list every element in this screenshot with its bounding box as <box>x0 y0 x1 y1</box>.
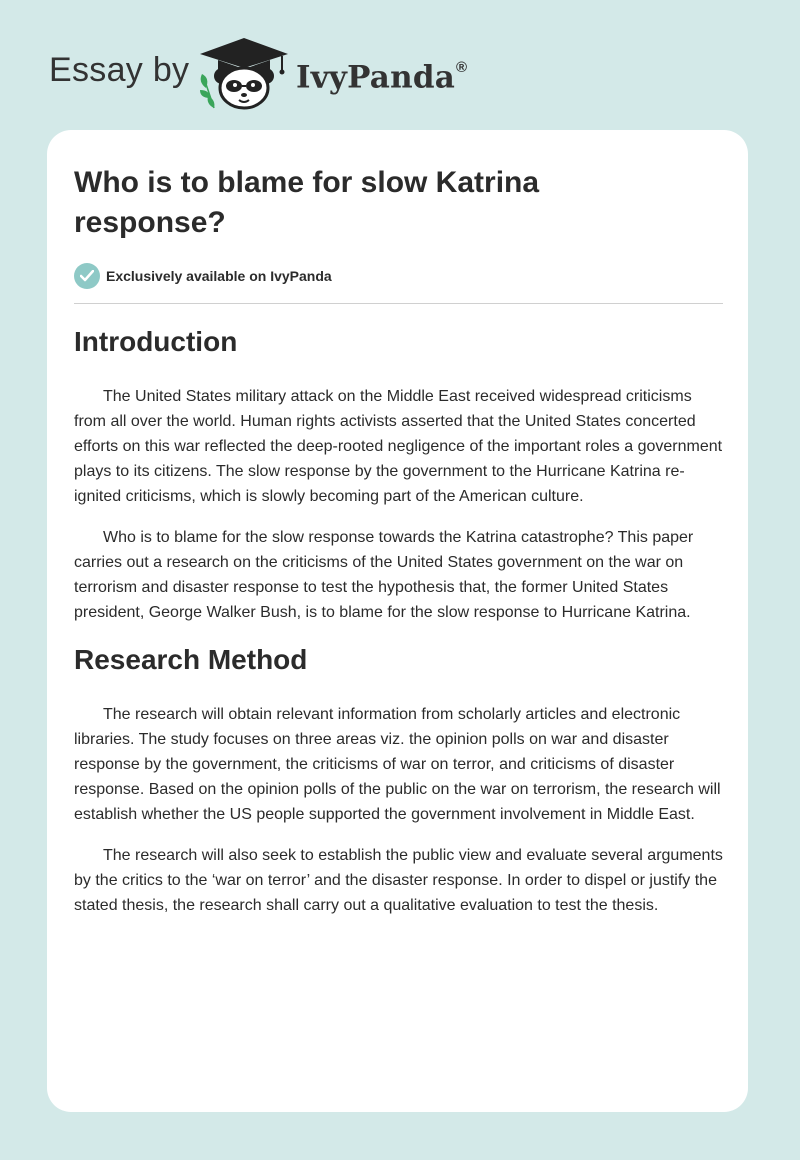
exclusive-label: Exclusively available on IvyPanda <box>106 268 332 284</box>
site-header <box>0 0 800 130</box>
check-circle-icon <box>74 263 100 289</box>
paragraph: The United States military attack on the Middle East received widespread criticisms from all over the world. Human rights activists asserted that the United States concerted efforts on this war reflected the deep-rooted negligence of the important roles a government plays to its citizens. The slow response by the government to the Hurricane Katrina re-ignited criticisms, which is slowly becoming part of the American culture. <box>74 388 723 505</box>
article-body <box>74 323 724 934</box>
essay-card <box>47 130 748 1112</box>
exclusive-badge <box>74 263 332 289</box>
paragraph: The research will also seek to establish the public view and evaluate several arguments by the critics to the ‘war on terror’ and the disaster response. In order to dispel or justify the stated thesis, the research shall carry out a qualitative evaluation to test the thesis. <box>74 847 723 914</box>
paragraph: The research will obtain relevant information from scholarly articles and electronic libraries. The study focuses on three areas viz. the opinion polls on war and disaster response by the government, the criticisms of war on terror, and criticisms of disaster response. Based on the opinion polls of the public on the war on terrorism, the research will establish whether the US people supported the government involvement in Middle East. <box>74 706 721 823</box>
divider <box>74 303 723 304</box>
panda-graduation-cap-icon[interactable] <box>196 36 292 110</box>
paragraph: Who is to blame for the slow response towards the Katrina catastrophe? This paper carries out a research on the criticisms of the United States government on the war on terrorism and disaster response to test the hypothesis that, the former United States president, George Walker Bush, is to blame for the slow response to Hurricane Katrina. <box>74 529 694 621</box>
section-heading: Introduction <box>74 326 238 357</box>
page-title: Who is to blame for slow Katrina response? <box>74 166 540 239</box>
section-heading: Research Method <box>74 644 308 675</box>
registered-mark: ® <box>456 59 468 76</box>
brand-name: IvyPanda <box>296 59 455 96</box>
essay-by-label: Essay by <box>49 51 190 89</box>
section-research-method <box>74 641 724 918</box>
brand-logo-text[interactable] <box>296 52 467 97</box>
section-introduction <box>74 323 724 625</box>
